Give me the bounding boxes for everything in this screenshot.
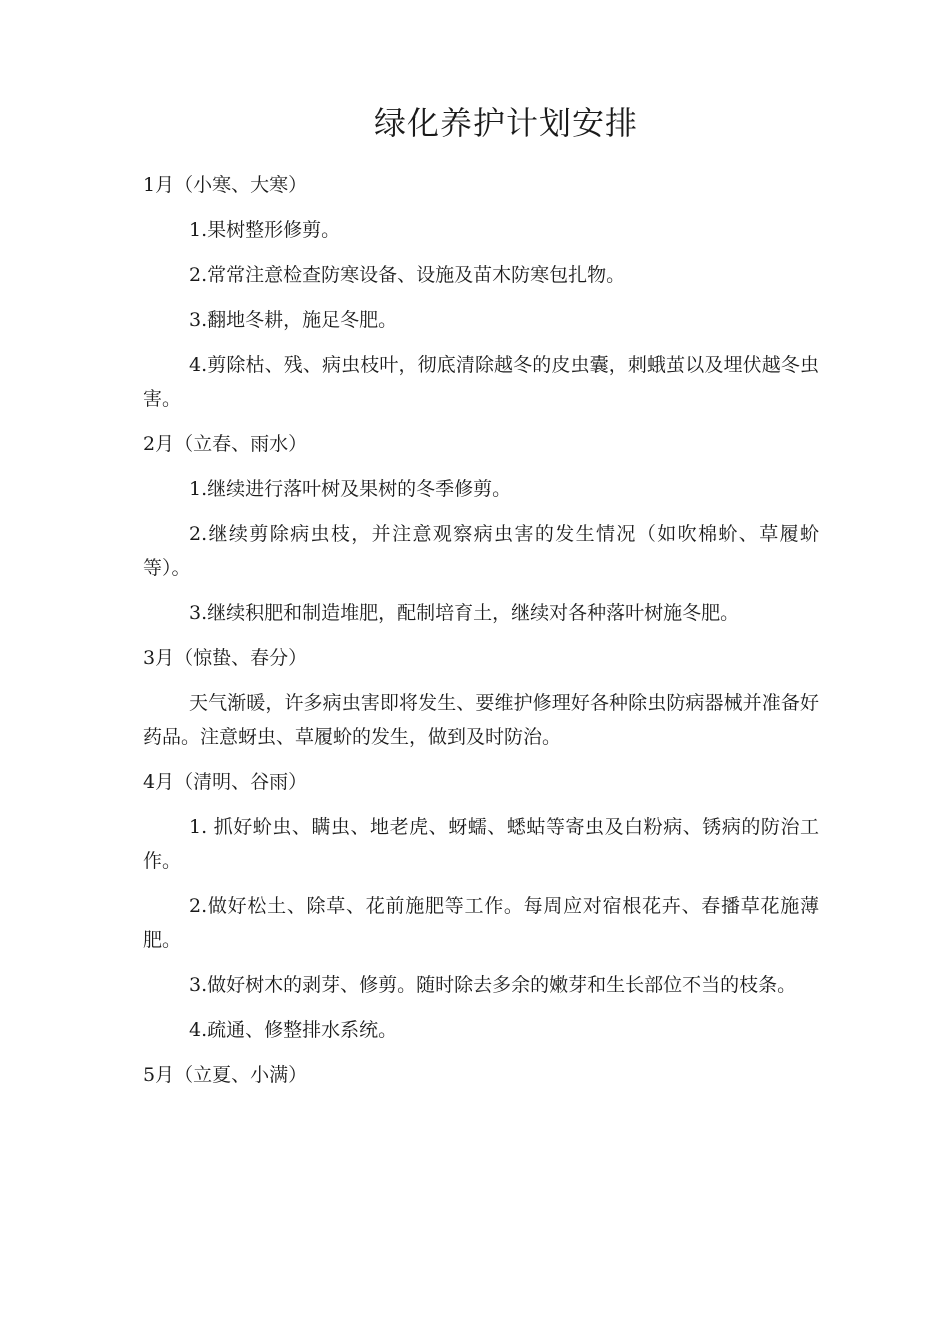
- month-heading: 2月（立春、雨水）: [143, 433, 308, 455]
- month-heading: 4月（清明、谷雨）: [143, 771, 308, 793]
- task-item: 天气渐暖，许多病虫害即将发生、要维护修理好各种除虫防病器械并准备好药品。注意蚜虫、草履蚧的发生，做到及时防治。: [143, 692, 819, 748]
- page-title: 绿化养护计划安排: [373, 104, 638, 142]
- month-section-3: [143, 641, 819, 754]
- month-section-4: [143, 765, 819, 1047]
- task-item: 1. 抓好蚧虫、瞒虫、地老虎、蚜蠕、蟋蛄等寄虫及白粉病、锈病的防治工作。: [143, 816, 819, 872]
- task-item: 3.翻地冬耕，施足冬肥。: [189, 309, 398, 331]
- task-item: 2.继续剪除病虫枝，并注意观察病虫害的发生情况（如吹棉蚧、草履蚧等）。: [143, 523, 819, 579]
- task-item: 4.剪除枯、残、病虫枝叶，彻底清除越冬的皮虫囊，刺蛾茧以及埋伏越冬虫害。: [143, 354, 819, 410]
- task-item: 4.疏通、修整排水系统。: [189, 1019, 398, 1041]
- task-item: 1.果树整形修剪。: [189, 219, 341, 241]
- document-body: [143, 168, 819, 1103]
- month-section-2: [143, 427, 819, 630]
- task-item: 2.做好松土、除草、花前施肥等工作。每周应对宿根花卉、春播草花施薄肥。: [143, 895, 819, 951]
- month-section-5: [143, 1058, 819, 1092]
- task-item: 2.常常注意检查防寒设备、设施及苗木防寒包扎物。: [189, 264, 626, 286]
- task-item: 1.继续进行落叶树及果树的冬季修剪。: [189, 478, 512, 500]
- task-item: 3.做好树木的剥芽、修剪。随时除去多余的嫩芽和生长部位不当的枝条。: [189, 974, 797, 996]
- month-heading: 1月（小寒、大寒）: [143, 174, 308, 196]
- month-heading: 3月（惊蛰、春分）: [143, 647, 308, 669]
- task-item: 3.继续积肥和制造堆肥，配制培育土，继续对各种落叶树施冬肥。: [189, 602, 740, 624]
- month-section-1: [143, 168, 819, 416]
- month-heading: 5月（立夏、小满）: [143, 1064, 308, 1086]
